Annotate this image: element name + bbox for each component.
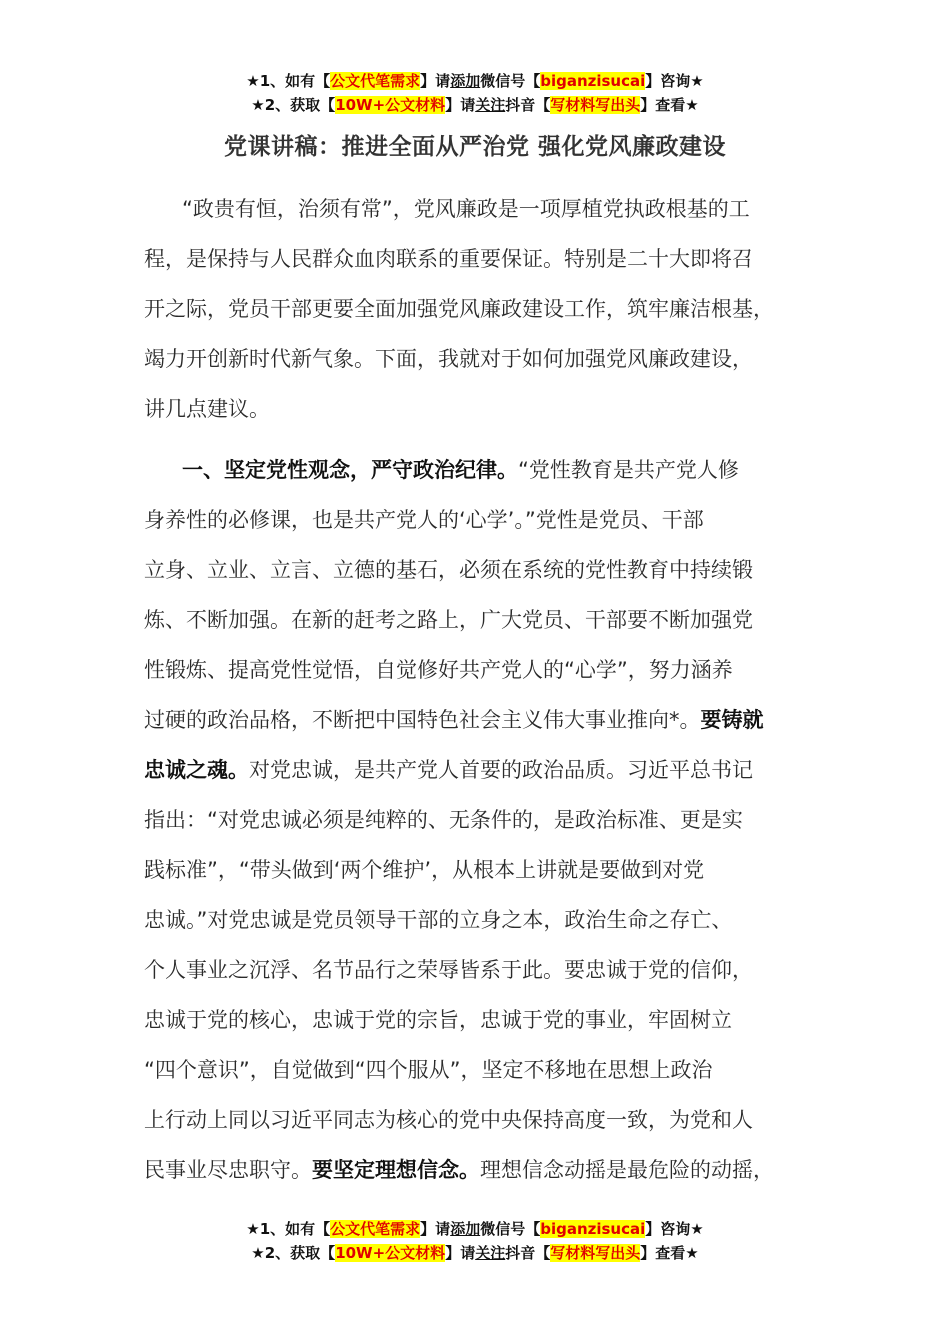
- banner-text: 】请: [420, 1220, 451, 1238]
- paragraph-line: [144, 1145, 824, 1195]
- banner-highlight: 公文代笔需求: [330, 1220, 421, 1238]
- banner-underline: 添加: [450, 1220, 481, 1238]
- subheading-bold: 忠诚之魂。: [144, 758, 249, 782]
- intro-paragraph: [144, 184, 824, 434]
- banner-line-2: [0, 93, 950, 117]
- subheading-bold: 要坚定理想信念。: [312, 1158, 480, 1182]
- paragraph-line: “四个意识”，自觉做到“四个服从”，坚定不移地在思想上政治: [144, 1058, 713, 1082]
- paragraph-line: 上行动上同以习近平同志为核心的党中央保持高度一致，为党和人: [144, 1108, 753, 1132]
- paragraph-line: 开之际，党员干部更要全面加强党风廉政建设工作，筑牢廉洁根基，: [144, 297, 774, 321]
- paragraph-line: [144, 745, 824, 795]
- paragraph-line: 践标准”，“带头做到‘两个维护’，从根本上讲就是要做到对党: [144, 858, 705, 882]
- paragraph-line: 指出：“对党忠诚必须是纯粹的、无条件的，是政治标准、更是实: [144, 808, 743, 832]
- douyin-id-highlight: 写材料写出头: [550, 1244, 641, 1262]
- paragraph-line: 身养性的必修课，也是共产党人的‘心学’。”党性是党员、干部: [144, 508, 704, 532]
- banner-text: 】查看★: [640, 96, 699, 114]
- banner-text: ★1、如有【: [246, 1220, 331, 1238]
- banner-highlight: 10W+公文材料: [335, 1244, 446, 1262]
- paragraph-line: 炼、不断加强。在新的赶考之路上，广大党员、干部要不断加强党: [144, 608, 753, 632]
- header-banner: [0, 69, 950, 117]
- banner-text: 】请: [420, 72, 451, 90]
- paragraph-line: 性锻炼、提高党性觉悟，自觉修好共产党人的“心学”，努力涵养: [144, 658, 733, 682]
- paragraph-line: 忠诚于党的核心，忠诚于党的宗旨，忠诚于党的事业，牢固树立: [144, 1008, 732, 1032]
- footer-banner: [0, 1217, 950, 1265]
- banner-text: ★2、获取【: [251, 1244, 336, 1262]
- banner-text: ★1、如有【: [246, 72, 331, 90]
- paragraph-line: 个人事业之沉浮、名节品行之荣辱皆系于此。要忠诚于党的信仰，: [144, 958, 753, 982]
- section-1-paragraph: [144, 445, 824, 1195]
- paragraph-line: [144, 445, 824, 495]
- douyin-id-highlight: 写材料写出头: [550, 96, 641, 114]
- banner-line-1: [0, 1217, 950, 1241]
- paragraph-text: 民事业尽忠职守。: [144, 1158, 312, 1182]
- banner-text: ★2、获取【: [251, 96, 336, 114]
- paragraph-text: 理想信念动摇是最危险的动摇，: [480, 1158, 774, 1182]
- banner-underline: 关注: [475, 1244, 506, 1262]
- paragraph-line: 竭力开创新时代新气象。下面，我就对于如何加强党风廉政建设，: [144, 347, 753, 371]
- wechat-id-highlight: biganzisucai: [540, 72, 646, 90]
- paragraph-line: 忠诚。”对党忠诚是党员领导干部的立身之本，政治生命之存亡、: [144, 908, 733, 932]
- banner-underline: 添加: [450, 72, 481, 90]
- banner-text: 】查看★: [640, 1244, 699, 1262]
- banner-text: 】咨询★: [645, 1220, 704, 1238]
- banner-text: 】请: [445, 1244, 476, 1262]
- paragraph-line: 立身、立业、立言、立德的基石，必须在系统的党性教育中持续锻: [144, 558, 753, 582]
- banner-highlight: 10W+公文材料: [335, 96, 446, 114]
- section-heading: 一、坚定党性观念，严守政治纪律。: [182, 458, 518, 482]
- banner-text: 微信号【: [480, 72, 541, 90]
- banner-underline: 关注: [475, 96, 506, 114]
- banner-line-2: [0, 1241, 950, 1265]
- banner-highlight: 公文代笔需求: [330, 72, 421, 90]
- paragraph-text: 过硬的政治品格，不断把中国特色社会主义伟大事业推向*。: [144, 708, 701, 732]
- banner-text: 抖音【: [505, 1244, 551, 1262]
- document-title: 党课讲稿：推进全面从严治党 强化党风廉政建设: [223, 134, 726, 160]
- paragraph-text: 对党忠诚，是共产党人首要的政治品质。习近平总书记: [249, 758, 753, 782]
- subheading-bold: 要铸就: [700, 708, 764, 732]
- banner-line-1: [0, 69, 950, 93]
- paragraph-line: 程，是保持与人民群众血肉联系的重要保证。特别是二十大即将召: [144, 247, 753, 271]
- banner-text: 】咨询★: [645, 72, 704, 90]
- paragraph-line: 讲几点建议。: [144, 397, 270, 421]
- banner-text: 抖音【: [505, 96, 551, 114]
- paragraph-line: [144, 695, 824, 745]
- wechat-id-highlight: biganzisucai: [540, 1220, 646, 1238]
- banner-text: 微信号【: [480, 1220, 541, 1238]
- banner-text: 】请: [445, 96, 476, 114]
- paragraph-line: “政贵有恒，治须有常”，党风廉政是一项厚植党执政根基的工: [182, 197, 750, 221]
- paragraph-text: “党性教育是共产党人修: [518, 458, 739, 482]
